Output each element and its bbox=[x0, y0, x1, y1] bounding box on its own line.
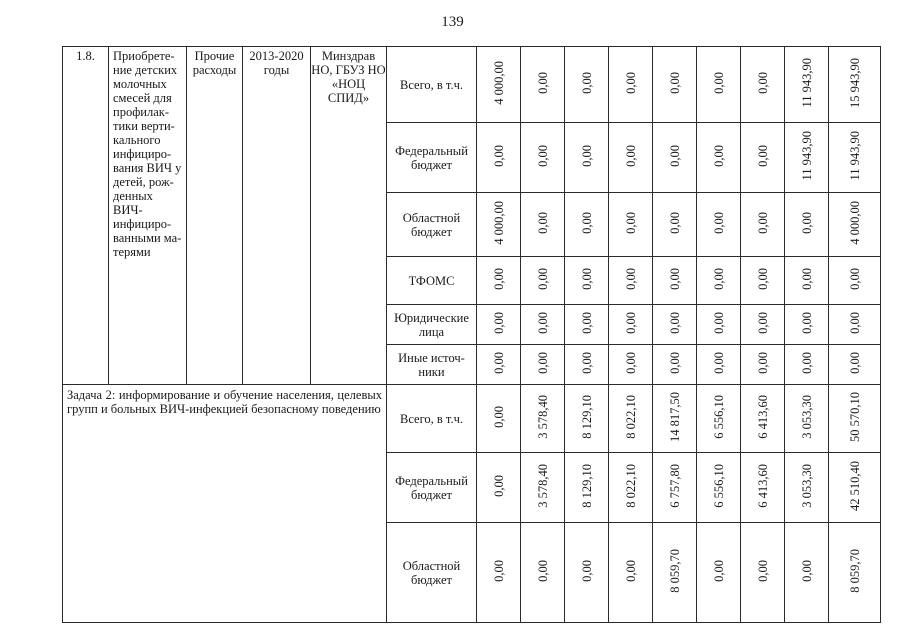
value-text: 0,00 bbox=[535, 352, 550, 374]
value-cell bbox=[741, 345, 785, 385]
value-text: 3 578,40 bbox=[535, 395, 550, 439]
value-text: 0,00 bbox=[755, 72, 770, 94]
item-name-line: Приобрете- bbox=[113, 49, 175, 63]
value-cell bbox=[697, 453, 741, 523]
value-text: 0,00 bbox=[623, 312, 638, 334]
value-text: 8 022,10 bbox=[623, 464, 638, 508]
value-cell bbox=[829, 193, 881, 257]
item-name-line: инфициро- bbox=[113, 217, 172, 231]
value-text: 0,00 bbox=[755, 145, 770, 167]
value-text: 0,00 bbox=[491, 268, 506, 290]
value-cell bbox=[741, 257, 785, 305]
value-text: 0,00 bbox=[799, 352, 814, 374]
item-name-line: инфициро- bbox=[113, 147, 172, 161]
value-cell bbox=[697, 385, 741, 453]
value-cell bbox=[829, 523, 881, 623]
value-text: 50 570,10 bbox=[847, 392, 862, 442]
value-text: 0,00 bbox=[535, 560, 550, 582]
value-cell bbox=[741, 385, 785, 453]
value-cell bbox=[521, 47, 565, 123]
page-number: 139 bbox=[441, 14, 464, 30]
value-cell bbox=[653, 523, 697, 623]
value-cell bbox=[565, 47, 609, 123]
value-cell bbox=[565, 385, 609, 453]
value-cell bbox=[785, 47, 829, 123]
value-text: 0,00 bbox=[667, 312, 682, 334]
funding-source: Федеральный бюджет bbox=[387, 123, 477, 193]
value-text: 0,00 bbox=[579, 268, 594, 290]
value-cell bbox=[697, 257, 741, 305]
item-name-line: тики верти- bbox=[113, 119, 175, 133]
value-cell bbox=[609, 345, 653, 385]
value-text: 0,00 bbox=[711, 560, 726, 582]
value-cell bbox=[741, 305, 785, 345]
value-cell bbox=[829, 47, 881, 123]
value-text: 0,00 bbox=[579, 212, 594, 234]
item-number: 1.8. bbox=[63, 47, 109, 385]
value-text: 0,00 bbox=[799, 312, 814, 334]
value-text: 4 000,00 bbox=[491, 201, 506, 245]
value-cell bbox=[653, 193, 697, 257]
expense-type: Прочие расходы bbox=[187, 47, 243, 385]
value-text: 14 817,50 bbox=[667, 392, 682, 442]
value-cell bbox=[609, 257, 653, 305]
value-text: 8 059,70 bbox=[847, 549, 862, 593]
value-cell bbox=[565, 123, 609, 193]
value-text: 3 578,40 bbox=[535, 464, 550, 508]
value-cell bbox=[785, 193, 829, 257]
value-text: 6 413,60 bbox=[755, 395, 770, 439]
value-text: 0,00 bbox=[535, 312, 550, 334]
value-cell bbox=[741, 523, 785, 623]
value-text: 0,00 bbox=[535, 72, 550, 94]
item-name-line: ванными ма- bbox=[113, 231, 182, 245]
value-cell bbox=[477, 385, 521, 453]
item-name-line: ВИЧ- bbox=[113, 203, 143, 217]
value-cell bbox=[565, 193, 609, 257]
value-cell bbox=[785, 523, 829, 623]
table-row bbox=[63, 47, 881, 123]
value-cell bbox=[521, 385, 565, 453]
value-cell bbox=[785, 453, 829, 523]
value-cell bbox=[697, 523, 741, 623]
value-cell bbox=[477, 257, 521, 305]
value-cell bbox=[653, 47, 697, 123]
value-text: 0,00 bbox=[667, 212, 682, 234]
value-cell bbox=[697, 123, 741, 193]
value-text: 0,00 bbox=[847, 352, 862, 374]
value-text: 8 129,10 bbox=[579, 395, 594, 439]
value-cell bbox=[653, 453, 697, 523]
value-text: 0,00 bbox=[579, 560, 594, 582]
value-cell bbox=[653, 385, 697, 453]
funding-source: Областной бюджет bbox=[387, 523, 477, 623]
value-cell bbox=[697, 193, 741, 257]
value-cell bbox=[741, 453, 785, 523]
value-text: 0,00 bbox=[711, 312, 726, 334]
item-name-line: кального bbox=[113, 133, 161, 147]
value-cell bbox=[653, 123, 697, 193]
value-text: 0,00 bbox=[799, 212, 814, 234]
value-cell bbox=[609, 305, 653, 345]
value-cell bbox=[521, 523, 565, 623]
value-text: 0,00 bbox=[755, 560, 770, 582]
value-text: 0,00 bbox=[491, 560, 506, 582]
value-cell bbox=[477, 345, 521, 385]
value-cell bbox=[521, 193, 565, 257]
value-text: 0,00 bbox=[667, 145, 682, 167]
value-text: 8 059,70 bbox=[667, 549, 682, 593]
funding-source: Областной бюджет bbox=[387, 193, 477, 257]
item-name-line: детей, рож- bbox=[113, 175, 174, 189]
item-name-line: вания ВИЧ у bbox=[113, 161, 182, 175]
value-text: 4 000,00 bbox=[847, 201, 862, 245]
value-text: 6 556,10 bbox=[711, 395, 726, 439]
value-cell bbox=[653, 305, 697, 345]
value-cell bbox=[521, 123, 565, 193]
value-text: 11 943,90 bbox=[799, 131, 814, 181]
value-text: 6 413,60 bbox=[755, 464, 770, 508]
value-cell bbox=[785, 385, 829, 453]
value-text: 4 000,00 bbox=[491, 61, 506, 105]
value-cell bbox=[609, 523, 653, 623]
budget-table bbox=[62, 46, 881, 623]
value-cell bbox=[609, 385, 653, 453]
value-cell bbox=[521, 305, 565, 345]
item-name-line: ние детских bbox=[113, 63, 178, 77]
value-text: 3 053,30 bbox=[799, 464, 814, 508]
value-cell bbox=[697, 345, 741, 385]
value-text: 0,00 bbox=[491, 475, 506, 497]
value-text: 0,00 bbox=[667, 72, 682, 94]
value-text: 0,00 bbox=[623, 268, 638, 290]
table-row bbox=[63, 385, 881, 453]
value-text: 0,00 bbox=[535, 268, 550, 290]
value-cell bbox=[741, 47, 785, 123]
value-cell bbox=[609, 47, 653, 123]
value-text: 0,00 bbox=[535, 212, 550, 234]
value-cell bbox=[653, 345, 697, 385]
value-cell bbox=[565, 305, 609, 345]
value-cell bbox=[829, 385, 881, 453]
value-cell bbox=[653, 257, 697, 305]
value-text: 0,00 bbox=[667, 268, 682, 290]
value-text: 0,00 bbox=[623, 145, 638, 167]
funding-source: Иные источ-ники bbox=[387, 345, 477, 385]
value-text: 0,00 bbox=[847, 268, 862, 290]
value-cell bbox=[477, 123, 521, 193]
value-text: 8 022,10 bbox=[623, 395, 638, 439]
value-cell bbox=[521, 257, 565, 305]
value-text: 0,00 bbox=[711, 72, 726, 94]
value-text: 42 510,40 bbox=[847, 461, 862, 511]
value-text: 0,00 bbox=[491, 145, 506, 167]
value-cell bbox=[609, 123, 653, 193]
value-cell bbox=[609, 453, 653, 523]
value-text: 0,00 bbox=[755, 352, 770, 374]
item-name-line: смесей для bbox=[113, 91, 172, 105]
value-text: 0,00 bbox=[667, 352, 682, 374]
value-text: 3 053,30 bbox=[799, 395, 814, 439]
value-cell bbox=[829, 345, 881, 385]
item-name-line: молочных bbox=[113, 77, 167, 91]
funding-source: Всего, в т.ч. bbox=[387, 47, 477, 123]
value-text: 0,00 bbox=[579, 312, 594, 334]
item-name-line: денных bbox=[113, 189, 153, 203]
value-text: 0,00 bbox=[755, 212, 770, 234]
value-text: 6 556,10 bbox=[711, 464, 726, 508]
value-cell bbox=[477, 193, 521, 257]
value-cell bbox=[785, 257, 829, 305]
value-text: 8 129,10 bbox=[579, 464, 594, 508]
value-cell bbox=[829, 453, 881, 523]
value-cell bbox=[565, 257, 609, 305]
item-name-line: терями bbox=[113, 245, 151, 259]
value-text: 0,00 bbox=[799, 268, 814, 290]
value-cell bbox=[477, 305, 521, 345]
value-cell bbox=[785, 345, 829, 385]
value-text: 6 757,80 bbox=[667, 464, 682, 508]
value-text: 0,00 bbox=[623, 352, 638, 374]
period: 2013-2020 годы bbox=[243, 47, 311, 385]
value-cell bbox=[477, 523, 521, 623]
funding-source: Всего, в т.ч. bbox=[387, 385, 477, 453]
value-text: 0,00 bbox=[623, 72, 638, 94]
value-text: 0,00 bbox=[579, 145, 594, 167]
value-text: 0,00 bbox=[491, 352, 506, 374]
value-cell bbox=[741, 193, 785, 257]
value-cell bbox=[521, 453, 565, 523]
item-name bbox=[109, 47, 187, 385]
value-text: 0,00 bbox=[579, 72, 594, 94]
value-cell bbox=[829, 305, 881, 345]
value-cell bbox=[565, 523, 609, 623]
value-cell bbox=[477, 453, 521, 523]
value-cell bbox=[609, 193, 653, 257]
value-text: 11 943,90 bbox=[799, 58, 814, 108]
value-cell bbox=[477, 47, 521, 123]
value-cell bbox=[565, 453, 609, 523]
value-cell bbox=[697, 47, 741, 123]
value-text: 0,00 bbox=[755, 268, 770, 290]
value-text: 0,00 bbox=[535, 145, 550, 167]
value-text: 0,00 bbox=[491, 312, 506, 334]
value-cell bbox=[521, 345, 565, 385]
value-text: 11 943,90 bbox=[847, 131, 862, 181]
item-name-line: профилак- bbox=[113, 105, 169, 119]
value-text: 0,00 bbox=[799, 560, 814, 582]
value-text: 0,00 bbox=[755, 312, 770, 334]
value-cell bbox=[565, 345, 609, 385]
value-text: 15 943,90 bbox=[847, 58, 862, 108]
executor: Минздрав НО, ГБУЗ НО «НОЦ СПИД» bbox=[311, 47, 387, 385]
value-text: 0,00 bbox=[623, 212, 638, 234]
funding-source: Федеральный бюджет bbox=[387, 453, 477, 523]
value-text: 0,00 bbox=[847, 312, 862, 334]
value-cell bbox=[741, 123, 785, 193]
value-cell bbox=[785, 305, 829, 345]
funding-source: ТФОМС bbox=[387, 257, 477, 305]
value-text: 0,00 bbox=[579, 352, 594, 374]
value-text: 0,00 bbox=[711, 268, 726, 290]
value-cell bbox=[697, 305, 741, 345]
value-cell bbox=[829, 123, 881, 193]
value-cell bbox=[785, 123, 829, 193]
value-text: 0,00 bbox=[711, 212, 726, 234]
value-text: 0,00 bbox=[623, 560, 638, 582]
funding-source: Юридические лица bbox=[387, 305, 477, 345]
task-title: Задача 2: информирование и обучение населения, целевых групп и больных ВИЧ-инфекцией безопасному поведению bbox=[63, 385, 387, 623]
value-text: 0,00 bbox=[711, 352, 726, 374]
value-text: 0,00 bbox=[491, 406, 506, 428]
value-cell bbox=[829, 257, 881, 305]
value-text: 0,00 bbox=[711, 145, 726, 167]
